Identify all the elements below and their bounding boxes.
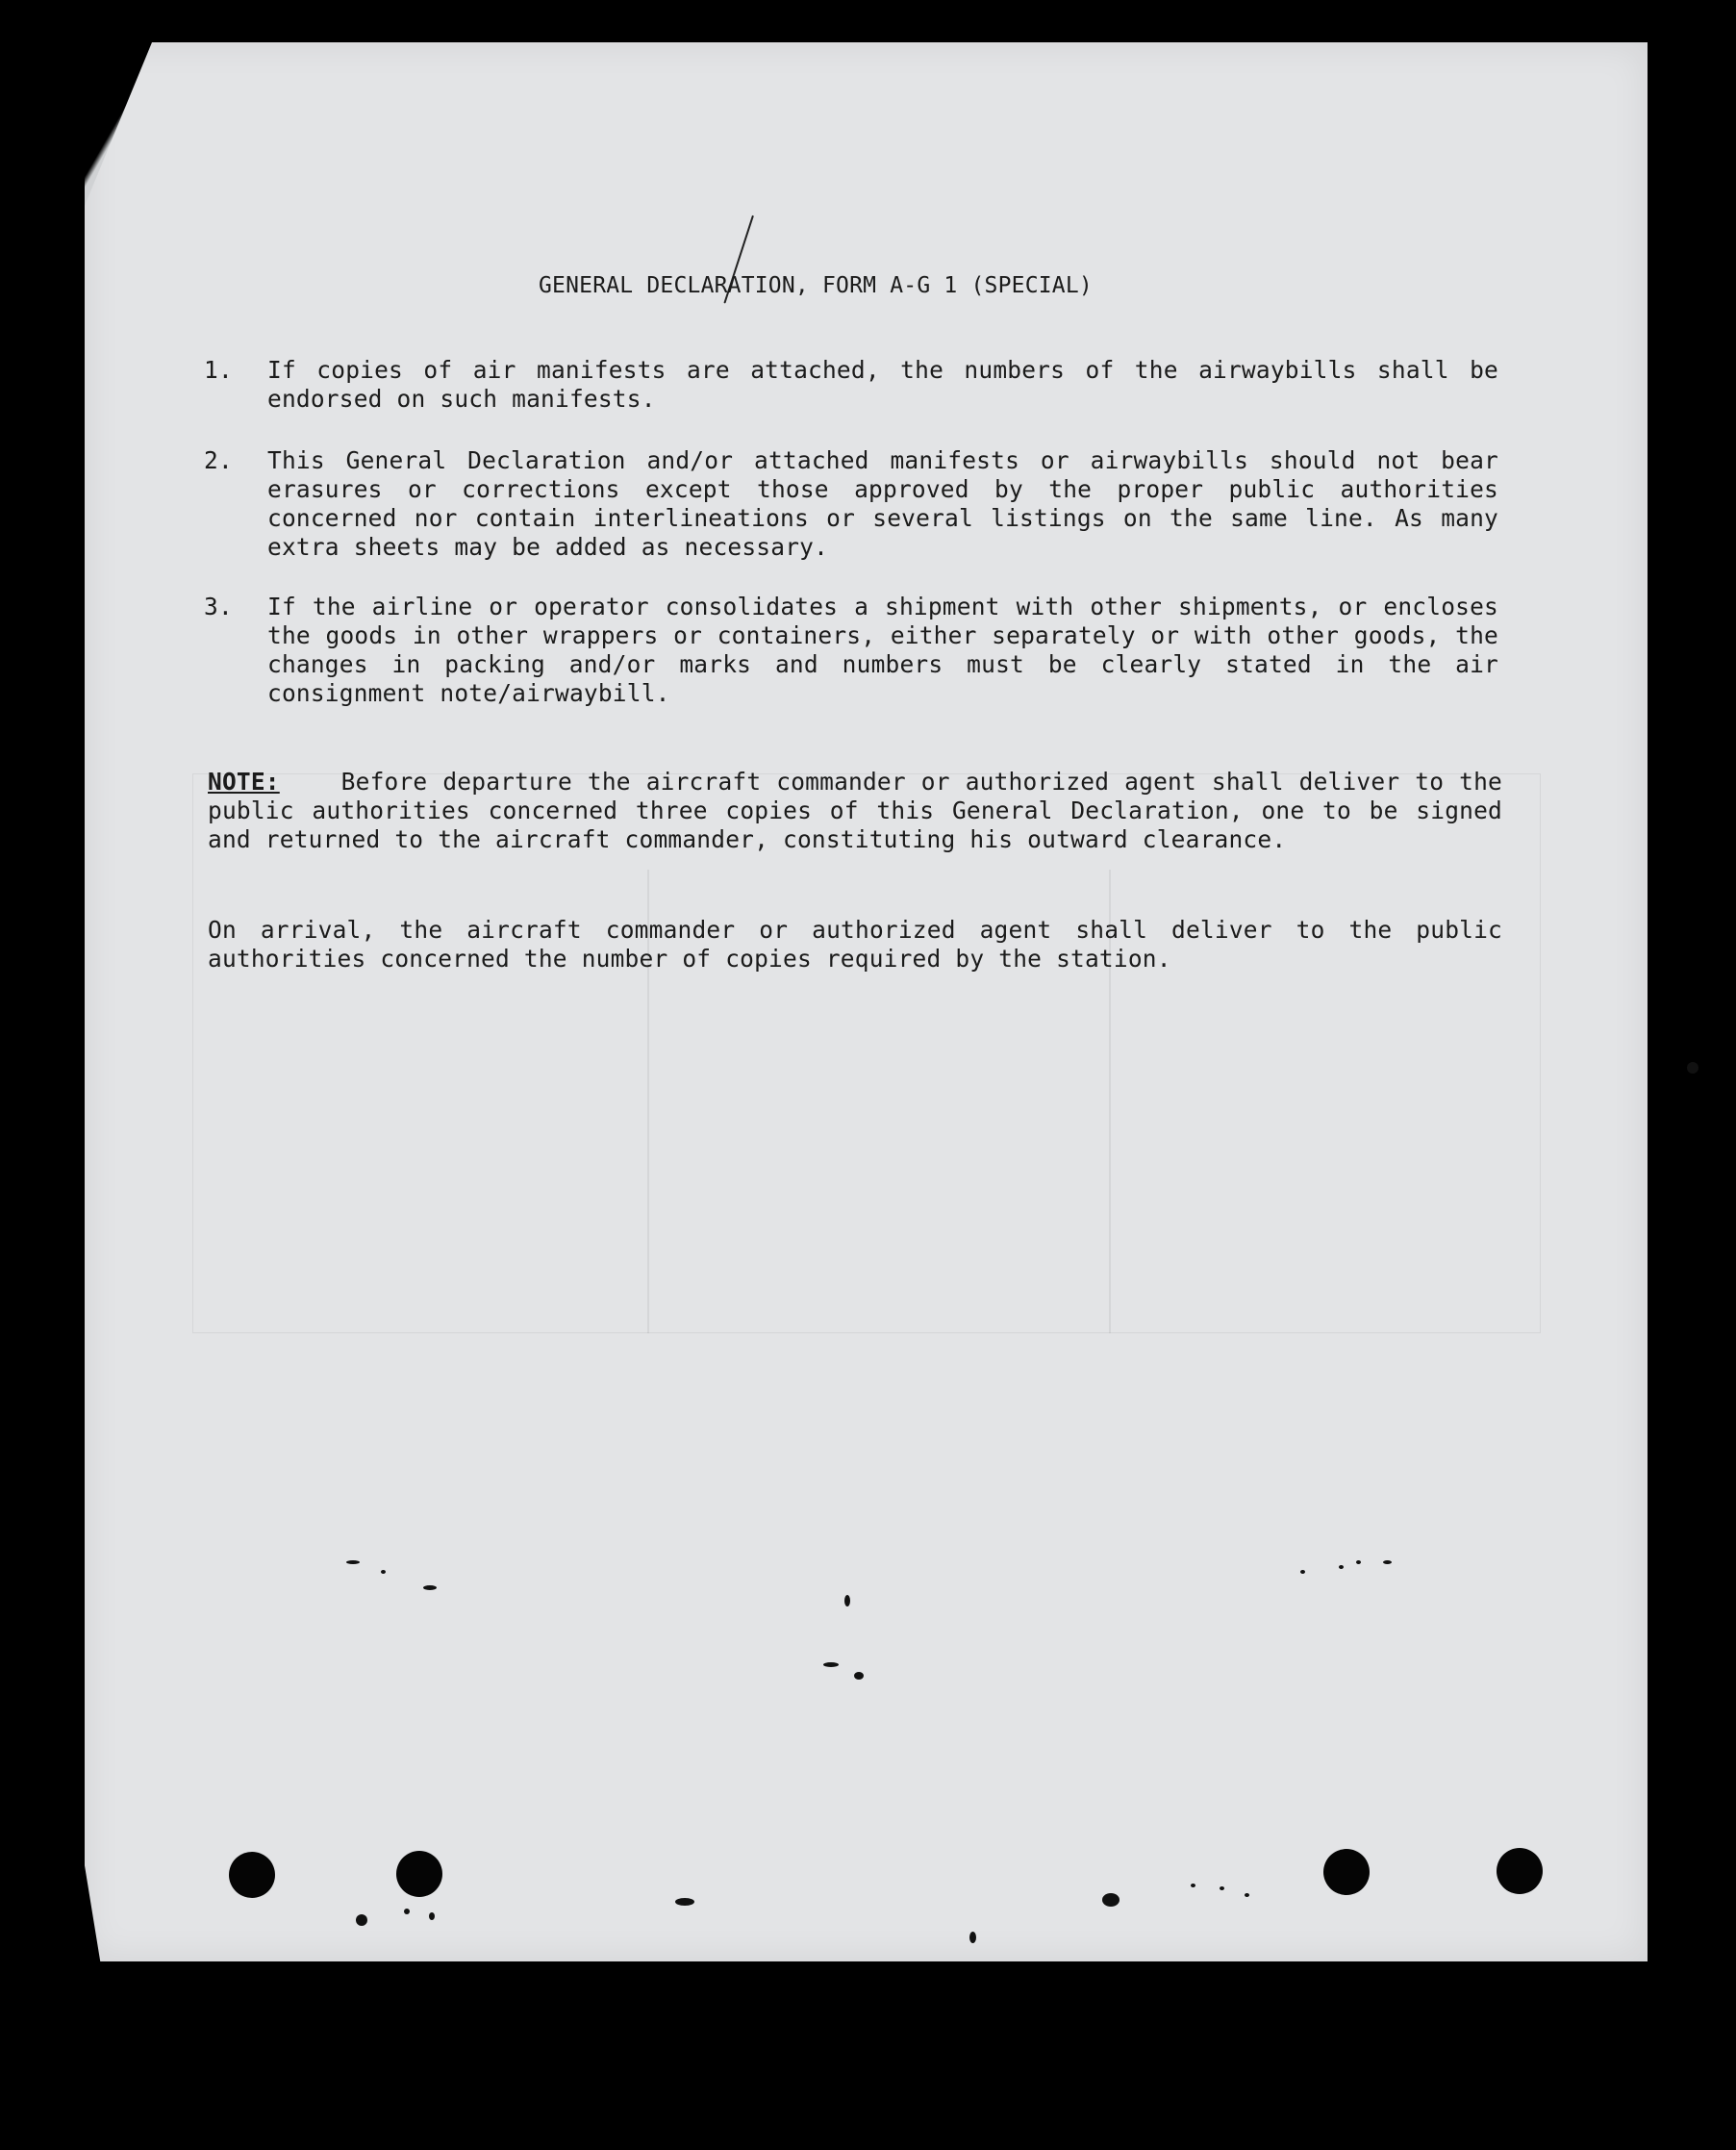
item-number: 1. xyxy=(204,356,233,384)
ink-speck xyxy=(675,1898,694,1906)
ink-speck xyxy=(1300,1570,1305,1574)
ink-speck xyxy=(1191,1884,1195,1887)
punch-hole xyxy=(1497,1848,1543,1894)
ink-speck xyxy=(1687,1062,1698,1074)
punch-hole xyxy=(229,1852,275,1898)
ink-speck xyxy=(844,1595,850,1606)
item-number: 2. xyxy=(204,446,233,474)
item-text: If the airline or operator consolidates a shipment with other shipments, or encloses the goods in other wrappers or containers, either separately or with other goods, the changes in packing and/or marks and numbers must be clearly stated in the air consignment note/airwaybill. xyxy=(267,593,1498,707)
ink-speck xyxy=(1383,1560,1392,1564)
paper-sheet xyxy=(85,42,1648,1961)
note-paragraph xyxy=(208,768,1502,854)
ink-speck xyxy=(969,1932,976,1943)
ink-speck xyxy=(1339,1565,1344,1569)
document-title: GENERAL DECLARATION, FORM A-G 1 (SPECIAL) xyxy=(539,273,1093,298)
ink-speck xyxy=(381,1570,386,1574)
item-text: If copies of air manifests are attached, the numbers of the airwaybills shall be endorsed on such manifests. xyxy=(267,356,1498,413)
ink-speck xyxy=(429,1912,435,1920)
ink-speck xyxy=(423,1585,437,1590)
ink-speck xyxy=(1356,1560,1361,1564)
ink-speck xyxy=(823,1662,839,1667)
ink-speck xyxy=(1245,1893,1249,1897)
ink-speck xyxy=(1220,1886,1224,1890)
arrival-paragraph: On arrival, the aircraft commander or authorized agent shall deliver to the public authorities concerned the number of copies required by the station. xyxy=(208,916,1502,973)
bleed-through-box xyxy=(192,773,1541,1333)
ink-speck xyxy=(404,1909,410,1914)
punch-hole xyxy=(1323,1849,1370,1895)
ink-speck xyxy=(346,1560,360,1564)
punch-hole xyxy=(396,1851,442,1897)
note-text: Before departure the aircraft commander or authorized agent shall deliver to the public authorities concerned three copies of this General Declaration, one to be signed and returned to the aircraft commander, constituting his outward clearance. xyxy=(208,768,1502,853)
item-text: This General Declaration and/or attached manifests or airwaybills should not bear erasures or corrections except those approved by the proper public authorities concerned nor contain interlineations or several listings on the same line. As many extra sheets may be added as necessary. xyxy=(267,446,1498,561)
ink-speck xyxy=(854,1672,864,1680)
ink-speck xyxy=(356,1914,367,1926)
ink-speck xyxy=(1102,1893,1120,1907)
note-label: NOTE: xyxy=(208,768,280,796)
item-number: 3. xyxy=(204,593,233,620)
